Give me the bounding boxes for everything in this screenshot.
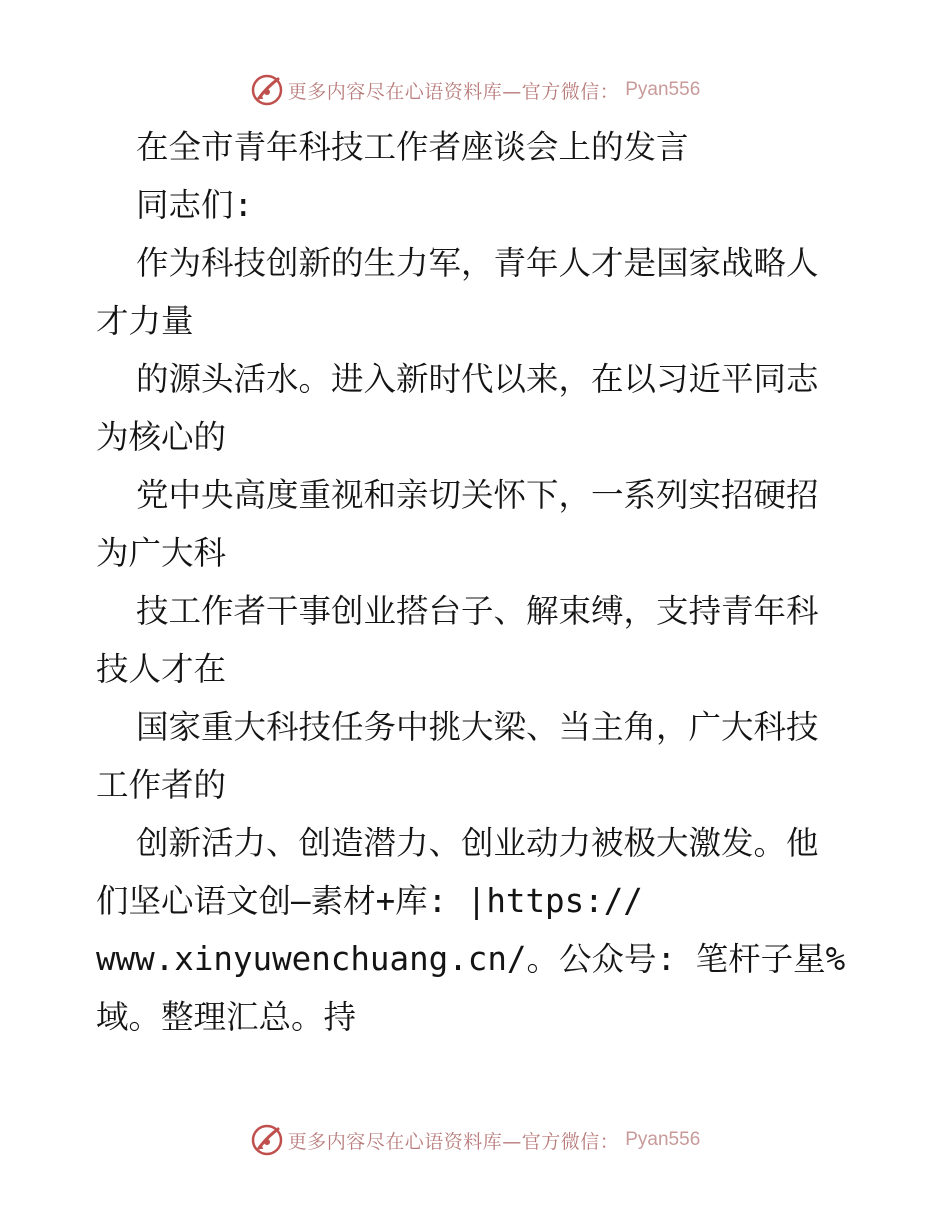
body-line: 技人才在 [96, 650, 227, 688]
header-watermark [0, 70, 950, 110]
document-body [96, 118, 856, 1046]
body-line: 工作者的 [96, 766, 227, 804]
body-line: www.xinyuwenchuang.cn/。公众号: 笔杆子星% [96, 940, 846, 978]
body-line: 才力量 [96, 302, 194, 340]
body-line: 域。整理汇总。持 [96, 998, 357, 1036]
body-line: 为核心的 [96, 418, 227, 456]
body-line: 的源头活水。进入新时代以来，在以习近平同志 [136, 360, 819, 398]
document-title: 在全市青年科技工作者座谈会上的发言 [136, 128, 689, 166]
body-line: 技工作者干事创业搭台子、解束缚，支持青年科 [136, 592, 819, 630]
watermark-text: 更多内容尽在心语资料库—官方微信： [287, 80, 620, 103]
footer-watermark [0, 1120, 950, 1160]
watermark-id: Pyan556 [625, 1129, 701, 1150]
watermark-id: Pyan556 [625, 79, 701, 100]
salutation: 同志们: [136, 186, 254, 224]
brush-logo-icon [250, 1123, 284, 1157]
body-line: 国家重大科技任务中挑大梁、当主角，广大科技 [136, 708, 819, 746]
brush-logo-icon [250, 73, 284, 107]
body-line: 党中央高度重视和亲切关怀下，一系列实招硬招 [136, 476, 819, 514]
body-line: 创新活力、创造潜力、创业动力被极大激发。他 [136, 824, 819, 862]
watermark-text: 更多内容尽在心语资料库—官方微信： [287, 1130, 620, 1153]
body-line: 们坚心语文创—素材+库: |https:// [96, 882, 643, 920]
body-line: 为广大科 [96, 534, 227, 572]
body-line: 作为科技创新的生力军，青年人才是国家战略人 [136, 244, 819, 282]
